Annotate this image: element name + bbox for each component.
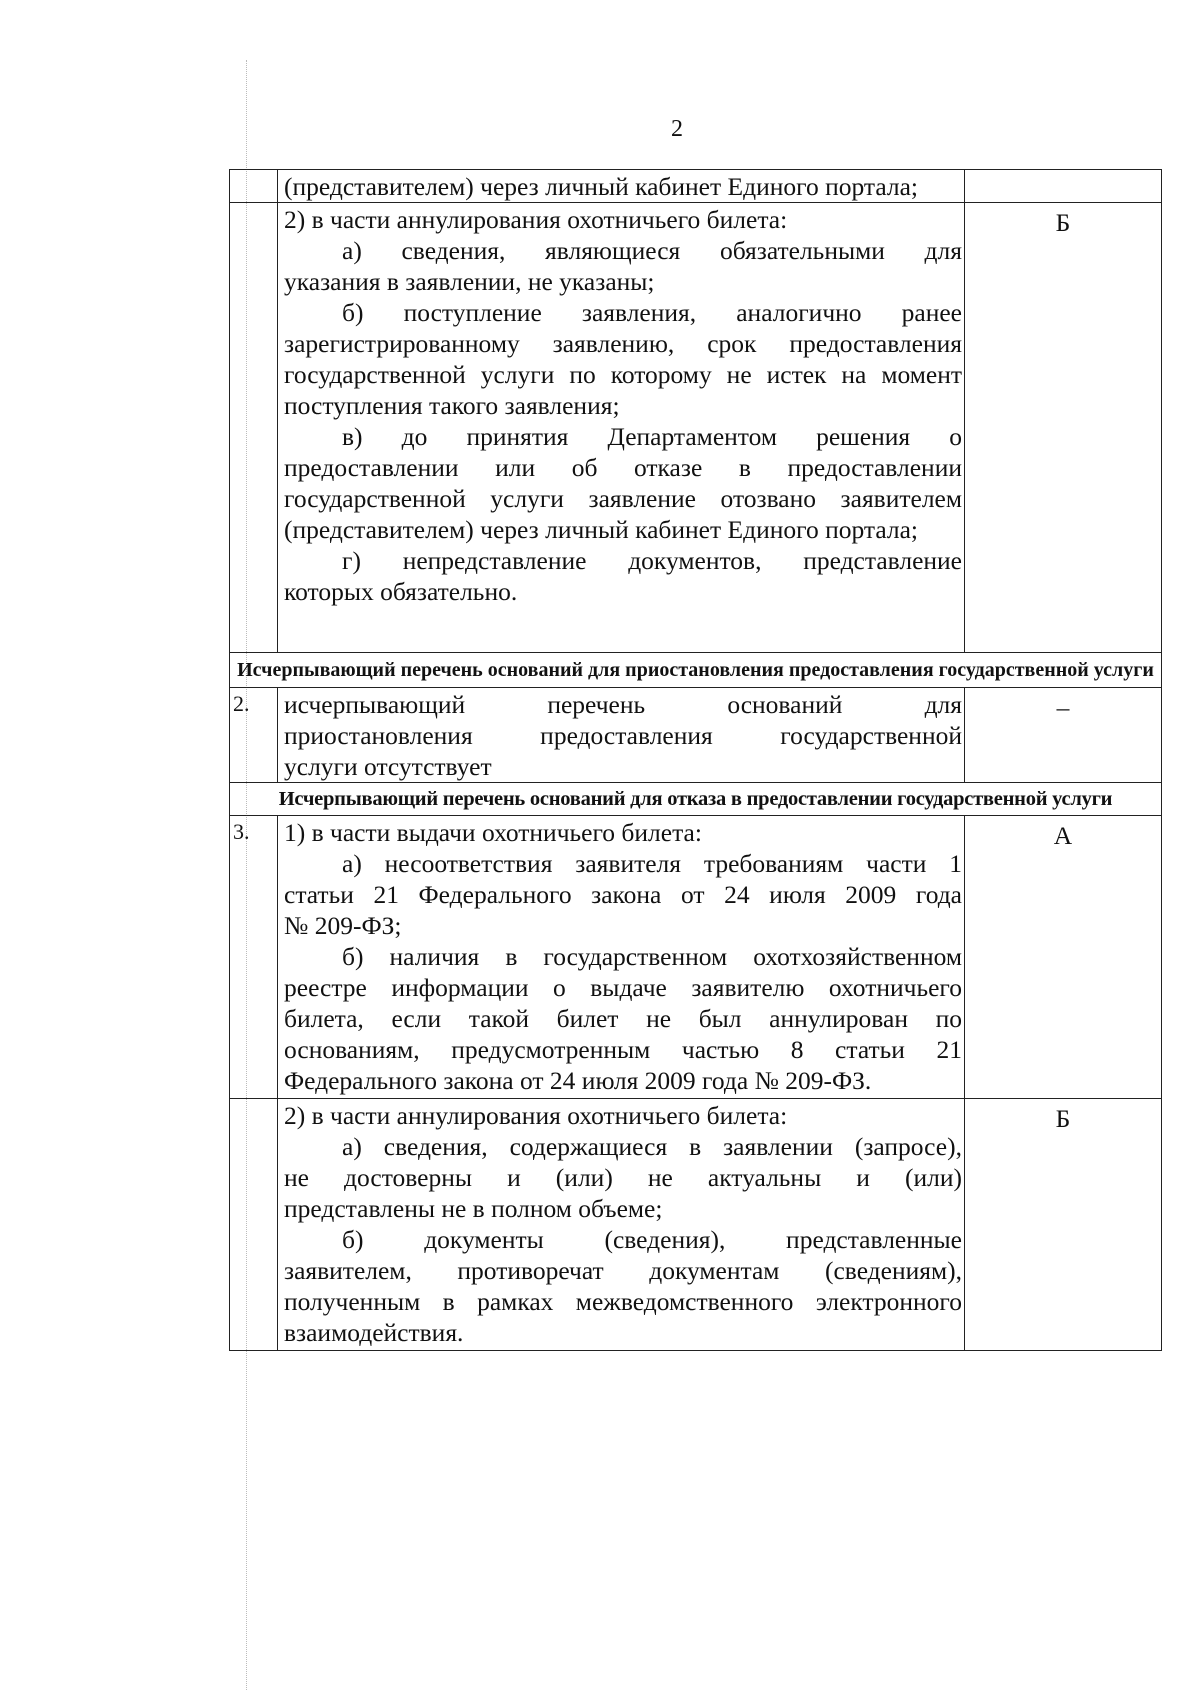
section-header-refusal (230, 783, 1162, 816)
number-cell: 2. (230, 688, 278, 783)
clause-line: № 209-ФЗ; (284, 911, 402, 940)
clause-line: б) поступление заявления, аналогично ранее (342, 298, 962, 327)
clause-line: б) документы (сведения), представленные (342, 1225, 962, 1254)
clause-line: основаниям, предусмотренным частью 8 статьи 21 (284, 1035, 962, 1064)
clause-line: государственной услуги по которому не истек на момент (284, 360, 962, 389)
clause-line: Федерального закона от 24 июля 2009 года № 209-ФЗ. (284, 1066, 872, 1095)
clause-line: представлены не в полном объеме; (284, 1194, 663, 1223)
grounds-table (229, 169, 1162, 1351)
code-cell (965, 170, 1162, 203)
code-cell (965, 688, 1162, 783)
code-cell (965, 1099, 1162, 1351)
number-cell (230, 170, 278, 203)
clause-line: зарегистрированному заявлению, срок предоставления (284, 329, 962, 358)
code-cell (965, 816, 1162, 1099)
code-letter: Б (1055, 208, 1071, 237)
clause-line: которых обязательно. (284, 577, 518, 606)
code-letter: Б (1055, 1104, 1071, 1133)
clause-line: статьи 21 Федерального закона от 24 июля 2009 года (284, 880, 962, 909)
table-row-item3-issuance (230, 816, 1162, 1099)
clause-line: б) наличия в государственном охотхозяйственном (342, 942, 962, 971)
clause-line: государственной услуги заявление отозвано заявителем (284, 484, 962, 513)
clause-line: полученным в рамках межведомственного электронного (284, 1287, 962, 1316)
code-dash: – (1056, 693, 1070, 722)
table-row-item2 (230, 688, 1162, 783)
carry-over-line: (представителем) через личный кабинет Единого портала; (284, 172, 919, 201)
text-cell (278, 1099, 965, 1351)
clause-line: услуги отсутствует (284, 752, 492, 781)
clause-heading: 2) в части аннулирования охотничьего билета: (284, 1101, 788, 1130)
text-cell (278, 203, 965, 653)
section-header-suspension (230, 653, 1162, 688)
text-cell (278, 688, 965, 783)
number-cell (230, 1099, 278, 1351)
clause-line: билета, если такой билет не был аннулирован по (284, 1004, 962, 1033)
table-row-item3-annulment (230, 1099, 1162, 1351)
clause-line: а) несоответствия заявителя требованиям части 1 (342, 849, 962, 878)
code-cell (965, 203, 1162, 653)
clause-line: предоставлении или об отказе в предоставлении (284, 453, 962, 482)
number-cell: 3. (230, 816, 278, 1099)
text-cell (278, 816, 965, 1099)
clause-line: указания в заявлении, не указаны; (284, 267, 655, 296)
section-title: Исчерпывающий перечень оснований для приостановления предоставления государственной услуги (230, 653, 1162, 688)
section-title: Исчерпывающий перечень оснований для отказа в предоставлении государственной услуги (230, 783, 1162, 816)
clause-line: заявителем, противоречат документам (сведениям), (284, 1256, 962, 1285)
clause-line: в) до принятия Департаментом решения о (342, 422, 962, 451)
clause-line: поступления такого заявления; (284, 391, 620, 420)
clause-line: не достоверны и (или) не актуальны и (или) (284, 1163, 962, 1192)
clause-line: а) сведения, содержащиеся в заявлении (запросе), (342, 1132, 962, 1161)
clause-line: приостановления предоставления государственной (284, 721, 962, 750)
table-row-carry-over (230, 170, 1162, 203)
page-number: 2 (671, 116, 683, 142)
clause-line: а) сведения, являющиеся обязательными для (342, 236, 962, 265)
clause-heading: 2) в части аннулирования охотничьего билета: (284, 205, 788, 234)
number-cell (230, 203, 278, 653)
clause-line: г) непредставление документов, представление (342, 546, 962, 575)
clause-line: (представителем) через личный кабинет Единого портала; (284, 515, 919, 544)
code-letter: А (1053, 821, 1073, 850)
clause-line: исчерпывающий перечень оснований для (284, 690, 962, 719)
clause-line: реестре информации о выдаче заявителю охотничьего (284, 973, 962, 1002)
table-row-item1-annulment (230, 203, 1162, 653)
clause-heading: 1) в части выдачи охотничьего билета: (284, 818, 702, 847)
clause-line: взаимодействия. (284, 1318, 464, 1347)
text-cell (278, 170, 965, 203)
